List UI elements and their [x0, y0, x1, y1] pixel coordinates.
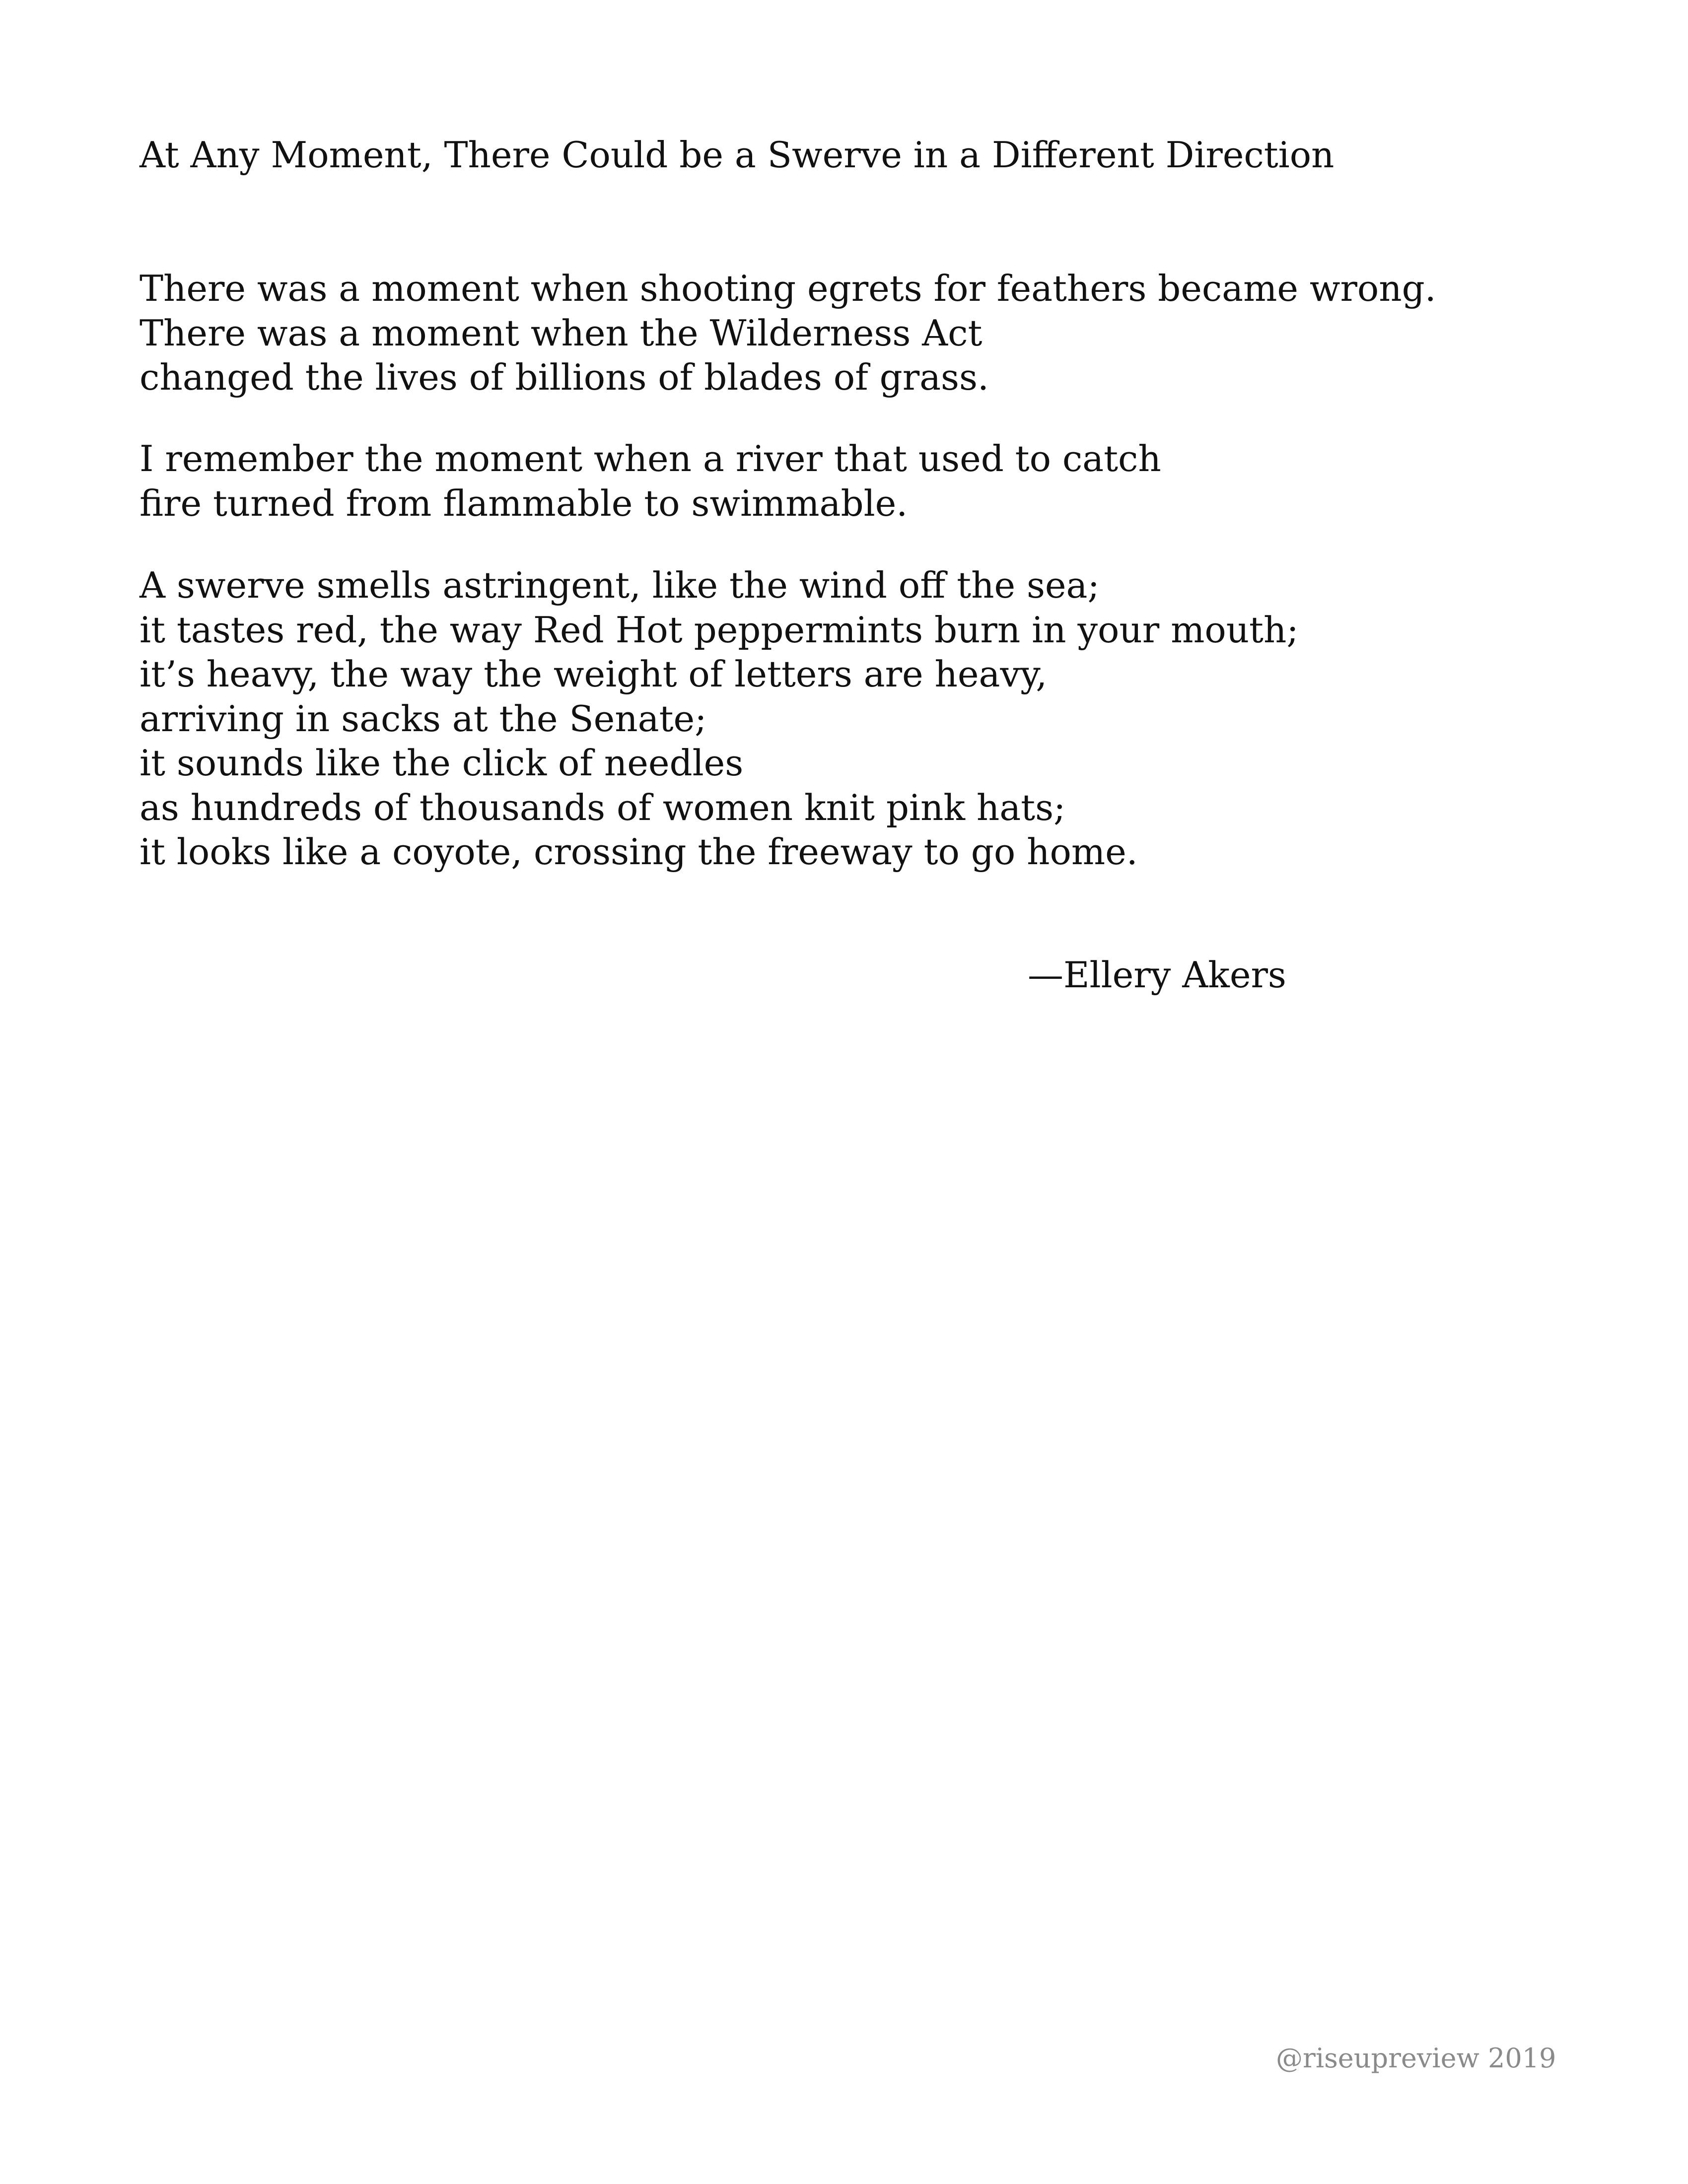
- poem-title: At Any Moment, There Could be a Swerve in a Different Direction: [140, 134, 1335, 176]
- footer-credit: @riseupreview 2019: [1276, 2043, 1556, 2074]
- poem-author: —Ellery Akers: [1028, 954, 1286, 996]
- poem-line: changed the lives of billions of blades of grass.: [140, 356, 989, 398]
- poem-line: it looks like a coyote, crossing the freeway to go home.: [140, 831, 1138, 873]
- stanza-1: [140, 267, 1436, 400]
- poem-line: it’s heavy, the way the weight of letters are heavy,: [140, 653, 1048, 695]
- stanza-3: [140, 563, 1299, 875]
- poem-line: arriving in sacks at the Senate;: [140, 697, 707, 740]
- poem-line: fire turned from flammable to swimmable.: [140, 482, 908, 524]
- poem-line: as hundreds of thousands of women knit pink hats;: [140, 786, 1066, 828]
- poem-line: it sounds like the click of needles: [140, 742, 744, 784]
- poem-line: There was a moment when the Wilderness Act: [140, 312, 983, 354]
- poem-line: I remember the moment when a river that used to catch: [140, 438, 1161, 479]
- stanza-2: [140, 437, 1161, 526]
- poem-line: it tastes red, the way Red Hot peppermints burn in your mouth;: [140, 609, 1299, 651]
- poem-line: There was a moment when shooting egrets for feathers became wrong.: [140, 268, 1436, 309]
- poem-line: A swerve smells astringent, like the wind off the sea;: [140, 564, 1100, 606]
